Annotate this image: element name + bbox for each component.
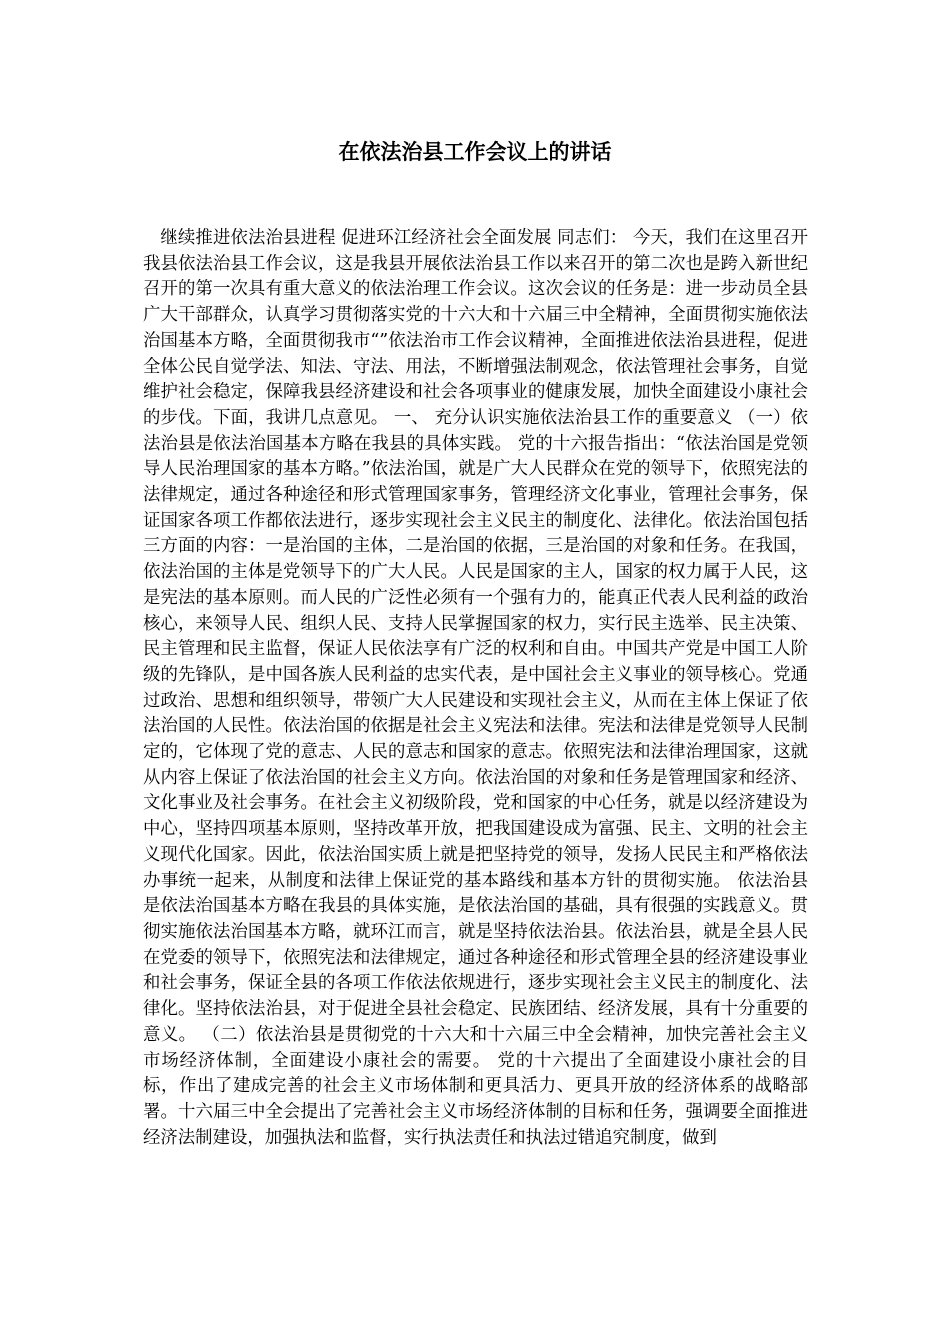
document-body: 继续推进依法治县进程 促进环江经济社会全面发展 同志们： 今天，我们在这里召开我县依法治县工作会议，这是我县开展依法治县工作以来召开的第二次也是跨入新世纪召开的第一次具有重大意义的依法治理工作会议。这次会议的任务是：进一步动员全县广大干部群众，认真学习贯彻落实党的十六大和十六届三中全精神，全面贯彻实施依法治国基本方略，全面贯彻我市“”依法治市工作会议精神，全面推进依法治县进程，促进全体公民自觉学法、知法、守法、用法，不断增强法制观念，依法管理社会事务，自觉维护社会稳定，保障我县经济建设和社会各项事业的健康发展，加快全面建设小康社会的步伐。下面，我讲几点意见。 一、 充分认识实施依法治县工作的重要意义 （一）依法治县是依法治国基本方略在我县的具体实践。 党的十六报告指出：“依法治国是党领导人民治理国家的基本方略。”依法治国，就是广大人民群众在党的领导下，依照宪法的法律规定，通过各种途径和形式管理国家事务，管理经济文化事业，管理社会事务，保证国家各项工作都依法进行，逐步实现社会主义民主的制度化、法律化。依法治国包括三方面的内容：一是治国的主体，二是治国的依据，三是治国的对象和任务。在我国，依法治国的主体是党领导下的广大人民。人民是国家的主人，国家的权力属于人民，这是宪法的基本原则。而人民的广泛性必须有一个强有力的，能真正代表人民利益的政治核心，来领导人民、组织人民、支持人民掌握国家的权力，实行民主选举、民主决策、民主管理和民主监督，保证人民依法享有广泛的权利和自由。中国共产党是中国工人阶级的先锋队，是中国各族人民利益的忠实代表，是中国社会主义事业的领导核心。党通过政治、思想和组织领导，带领广大人民建设和实现社会主义，从而在主体上保证了依法治国的人民性。依法治国的依据是社会主义宪法和法律。宪法和法律是党领导人民制定的，它体现了党的意志、人民的意志和国家的意志。依照宪法和法律治理国家，这就从内容上保证了依法治国的社会主义方向。依法治国的对象和任务是管理国家和经济、文化事业及社会事务。在社会主义初级阶段，党和国家的中心任务，就是以经济建设为中心，坚持四项基本原则，坚持改革开放，把我国建设成为富强、民主、文明的社会主义现代化国家。因此，依法治国实质上就是把坚持党的领导，发扬人民民主和严格依法办事统一起来，从制度和法律上保证党的基本路线和基本方针的贯彻实施。 依法治县是依法治国基本方略在我县的具体实施，是依法治国的基础，具有很强的实践意义。贯彻实施依法治国基本方略，就环江而言，就是坚持依法治县。依法治县，就是全县人民在党委的领导下，依照宪法和法律规定，通过各种途径和形式管理全县的经济建设事业和社会事务，保证全县的各项工作依法依规进行，逐步实现社会主义民主的制度化、法律化。坚持依法治县，对于促进全县社会稳定、民族团结、经济发展，具有十分重要的意义。 （二）依法治县是贯彻党的十六大和十六届三中全会精神，加快完善社会主义市场经济体制，全面建设小康社会的需要。 党的十六提出了全面建设小康社会的目标，作出了建成完善的社会主义市场体制和更具活力、更具开放的经济体系的战略部署。十六届三中全会提出了完善社会主义市场经济体制的目标和任务，强调要全面推进经济法制建设，加强执法和监督，实行执法责任和执法过错追究制度，做到	[143, 228, 808, 1148]
document-title: 在依法治县工作会议上的讲话	[338, 139, 612, 164]
